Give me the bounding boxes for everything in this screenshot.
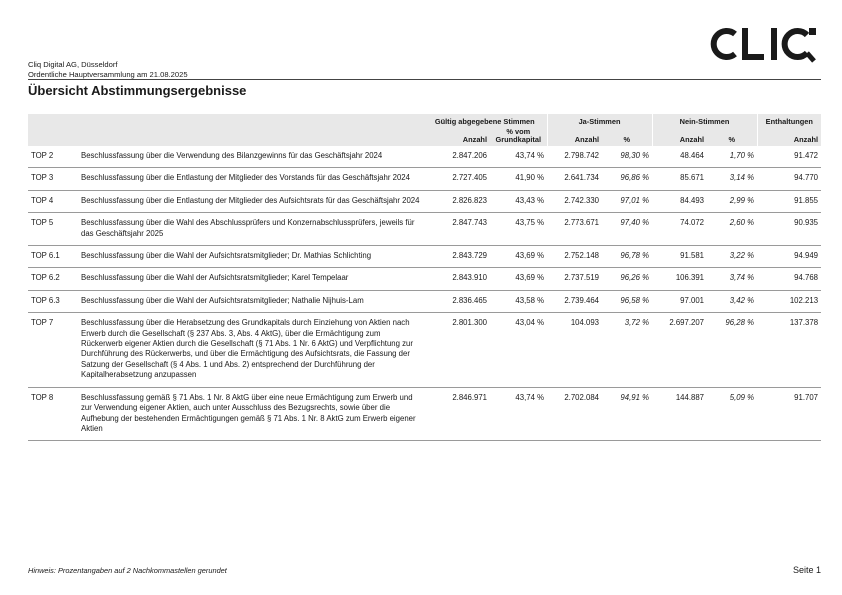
subheader-valid-count: Anzahl	[423, 128, 490, 146]
resolution-description-cell: Beschlussfassung über die Wahl der Aufsichtsratsmitglieder; Karel Tempelaar	[78, 268, 423, 290]
agenda-item-cell: TOP 8	[28, 387, 78, 441]
no-votes-pct-cell: 3,22 %	[707, 246, 757, 268]
header-yes-votes: Ja-Stimmen	[547, 114, 652, 128]
no-votes-pct-cell: 2,60 %	[707, 213, 757, 246]
yes-votes-cell: 2.739.464	[547, 290, 602, 312]
yes-votes-pct-cell: 96,26 %	[602, 268, 652, 290]
meeting-date: Ordentliche Hauptversammlung am 21.08.2025	[28, 69, 188, 79]
footnote: Hinweis: Prozentangaben auf 2 Nachkommastellen gerundet	[28, 566, 227, 575]
no-votes-cell: 91.581	[652, 246, 707, 268]
no-votes-cell: 84.493	[652, 190, 707, 212]
table-row	[28, 146, 821, 168]
yes-votes-cell: 104.093	[547, 313, 602, 387]
no-votes-cell: 2.697.207	[652, 313, 707, 387]
table-row	[28, 268, 821, 290]
yes-votes-pct-cell: 96,78 %	[602, 246, 652, 268]
yes-votes-cell: 2.742.330	[547, 190, 602, 212]
valid-votes-pct-cell: 43,74 %	[490, 146, 547, 168]
header-abstentions: Enthaltungen	[757, 114, 821, 128]
header-valid-votes: Gültig abgegebene Stimmen	[423, 114, 547, 128]
valid-votes-pct-cell: 43,75 %	[490, 213, 547, 246]
abstentions-cell: 94.768	[757, 268, 821, 290]
no-votes-cell: 74.072	[652, 213, 707, 246]
abstentions-cell: 94.770	[757, 168, 821, 190]
yes-votes-cell: 2.737.519	[547, 268, 602, 290]
yes-votes-cell: 2.773.671	[547, 213, 602, 246]
abstentions-cell: 94.949	[757, 246, 821, 268]
valid-votes-cell: 2.846.971	[423, 387, 490, 441]
yes-votes-cell: 2.798.742	[547, 146, 602, 168]
subheader-yes-count: Anzahl	[547, 128, 602, 146]
valid-votes-cell: 2.727.405	[423, 168, 490, 190]
table-row	[28, 313, 821, 387]
header-no-votes: Nein-Stimmen	[652, 114, 757, 128]
no-votes-pct-cell: 2,99 %	[707, 190, 757, 212]
results-table-container	[28, 114, 821, 441]
page-number: Seite 1	[792, 565, 821, 575]
abstentions-cell: 90.935	[757, 213, 821, 246]
no-votes-pct-cell: 1,70 %	[707, 146, 757, 168]
results-table-body	[28, 146, 821, 441]
table-row	[28, 168, 821, 190]
yes-votes-cell: 2.702.084	[547, 387, 602, 441]
yes-votes-pct-cell: 94,91 %	[602, 387, 652, 441]
agenda-item-cell: TOP 6.2	[28, 268, 78, 290]
agenda-item-cell: TOP 6.1	[28, 246, 78, 268]
yes-votes-pct-cell: 96,58 %	[602, 290, 652, 312]
abstentions-cell: 102.213	[757, 290, 821, 312]
table-row	[28, 190, 821, 212]
agenda-item-cell: TOP 7	[28, 313, 78, 387]
subheader-abstain-count: Anzahl	[757, 128, 821, 146]
header-rule	[28, 79, 821, 80]
valid-votes-cell: 2.801.300	[423, 313, 490, 387]
resolution-description-cell: Beschlussfassung über die Verwendung des Bilanzgewinns für das Geschäftsjahr 2024	[78, 146, 423, 168]
no-votes-cell: 48.464	[652, 146, 707, 168]
valid-votes-pct-cell: 43,04 %	[490, 313, 547, 387]
valid-votes-pct-cell: 43,74 %	[490, 387, 547, 441]
no-votes-pct-cell: 3,42 %	[707, 290, 757, 312]
table-row	[28, 213, 821, 246]
yes-votes-cell: 2.641.734	[547, 168, 602, 190]
resolution-description-cell: Beschlussfassung über die Entlastung der Mitglieder des Vorstands für das Geschäftsjahr 2024	[78, 168, 423, 190]
subheader-yes-pct: %	[602, 128, 652, 146]
page-title: Übersicht Abstimmungsergebnisse	[28, 83, 247, 98]
cliq-logo	[708, 25, 821, 63]
no-votes-cell: 106.391	[652, 268, 707, 290]
valid-votes-cell: 2.836.465	[423, 290, 490, 312]
valid-votes-pct-cell: 43,69 %	[490, 246, 547, 268]
no-votes-pct-cell: 96,28 %	[707, 313, 757, 387]
valid-votes-cell: 2.843.729	[423, 246, 490, 268]
agenda-item-cell: TOP 6.3	[28, 290, 78, 312]
valid-votes-pct-cell: 43,58 %	[490, 290, 547, 312]
no-votes-pct-cell: 3,74 %	[707, 268, 757, 290]
yes-votes-pct-cell: 97,40 %	[602, 213, 652, 246]
subheader-no-count: Anzahl	[652, 128, 707, 146]
header-blank	[28, 114, 423, 128]
resolution-description-cell: Beschlussfassung über die Wahl der Aufsichtsratsmitglieder; Nathalie Nijhuis-Lam	[78, 290, 423, 312]
yes-votes-cell: 2.752.148	[547, 246, 602, 268]
yes-votes-pct-cell: 98,30 %	[602, 146, 652, 168]
valid-votes-pct-cell: 43,43 %	[490, 190, 547, 212]
valid-votes-cell: 2.843.910	[423, 268, 490, 290]
abstentions-cell: 91.707	[757, 387, 821, 441]
valid-votes-pct-cell: 41,90 %	[490, 168, 547, 190]
no-votes-cell: 85.671	[652, 168, 707, 190]
company-name: Cliq Digital AG, Düsseldorf	[28, 60, 118, 69]
valid-votes-cell: 2.826.823	[423, 190, 490, 212]
table-row	[28, 290, 821, 312]
results-table	[28, 114, 821, 441]
yes-votes-pct-cell: 96,86 %	[602, 168, 652, 190]
resolution-description-cell: Beschlussfassung gemäß § 71 Abs. 1 Nr. 8 AktG über eine neue Ermächtigung zum Erwerb und zur Verwendung eigener Aktien, auch unter Ausschluss des Bezugsrechts, sowie über die Aufhebung der bestehenden Ermächtigungen gemäß § 71 Abs. 1 Nr. 8 AktG zum Erwerb eigener Aktien	[78, 387, 423, 441]
abstentions-cell: 137.378	[757, 313, 821, 387]
agenda-item-cell: TOP 5	[28, 213, 78, 246]
no-votes-cell: 97.001	[652, 290, 707, 312]
table-row	[28, 246, 821, 268]
yes-votes-pct-cell: 3,72 %	[602, 313, 652, 387]
abstentions-cell: 91.855	[757, 190, 821, 212]
resolution-description-cell: Beschlussfassung über die Herabsetzung des Grundkapitals durch Einziehung von Aktien nach Erwerb durch die Gesellschaft (§ 237 Abs. 3, Abs. 4 AktG), über die Ermächtigung zum Rückerwerb eigener Aktien durch die Gesellschaft (§ 71 Abs. 1 Nr. 6 AktG) und Verpflichtung zur Durchführung des Rückerwerbs, und über die Ermächtigung des Aufsichtsrats, die Fassung der Satzung der Gesellschaft (§ 4 Abs. 1 und Abs. 2) entsprechend der Durchführung der Kapitalherabsetzung anzupassen	[78, 313, 423, 387]
yes-votes-pct-cell: 97,01 %	[602, 190, 652, 212]
company-info	[28, 60, 188, 79]
valid-votes-pct-cell: 43,69 %	[490, 268, 547, 290]
agenda-item-cell: TOP 3	[28, 168, 78, 190]
no-votes-cell: 144.887	[652, 387, 707, 441]
agenda-item-cell: TOP 4	[28, 190, 78, 212]
agenda-item-cell: TOP 2	[28, 146, 78, 168]
resolution-description-cell: Beschlussfassung über die Wahl des Abschlussprüfers und Konzernabschlussprüfers, jeweils für das Geschäftsjahr 2025	[78, 213, 423, 246]
table-row	[28, 387, 821, 441]
resolution-description-cell: Beschlussfassung über die Entlastung der Mitglieder des Aufsichtsrats für das Geschäftsjahr 2024	[78, 190, 423, 212]
valid-votes-cell: 2.847.206	[423, 146, 490, 168]
subheader-no-pct: %	[707, 128, 757, 146]
subheader-valid-pct: % vom Grundkapital	[490, 128, 547, 146]
no-votes-pct-cell: 3,14 %	[707, 168, 757, 190]
valid-votes-cell: 2.847.743	[423, 213, 490, 246]
subheader-blank	[28, 128, 423, 146]
abstentions-cell: 91.472	[757, 146, 821, 168]
no-votes-pct-cell: 5,09 %	[707, 387, 757, 441]
resolution-description-cell: Beschlussfassung über die Wahl der Aufsichtsratsmitglieder; Dr. Mathias Schlichting	[78, 246, 423, 268]
